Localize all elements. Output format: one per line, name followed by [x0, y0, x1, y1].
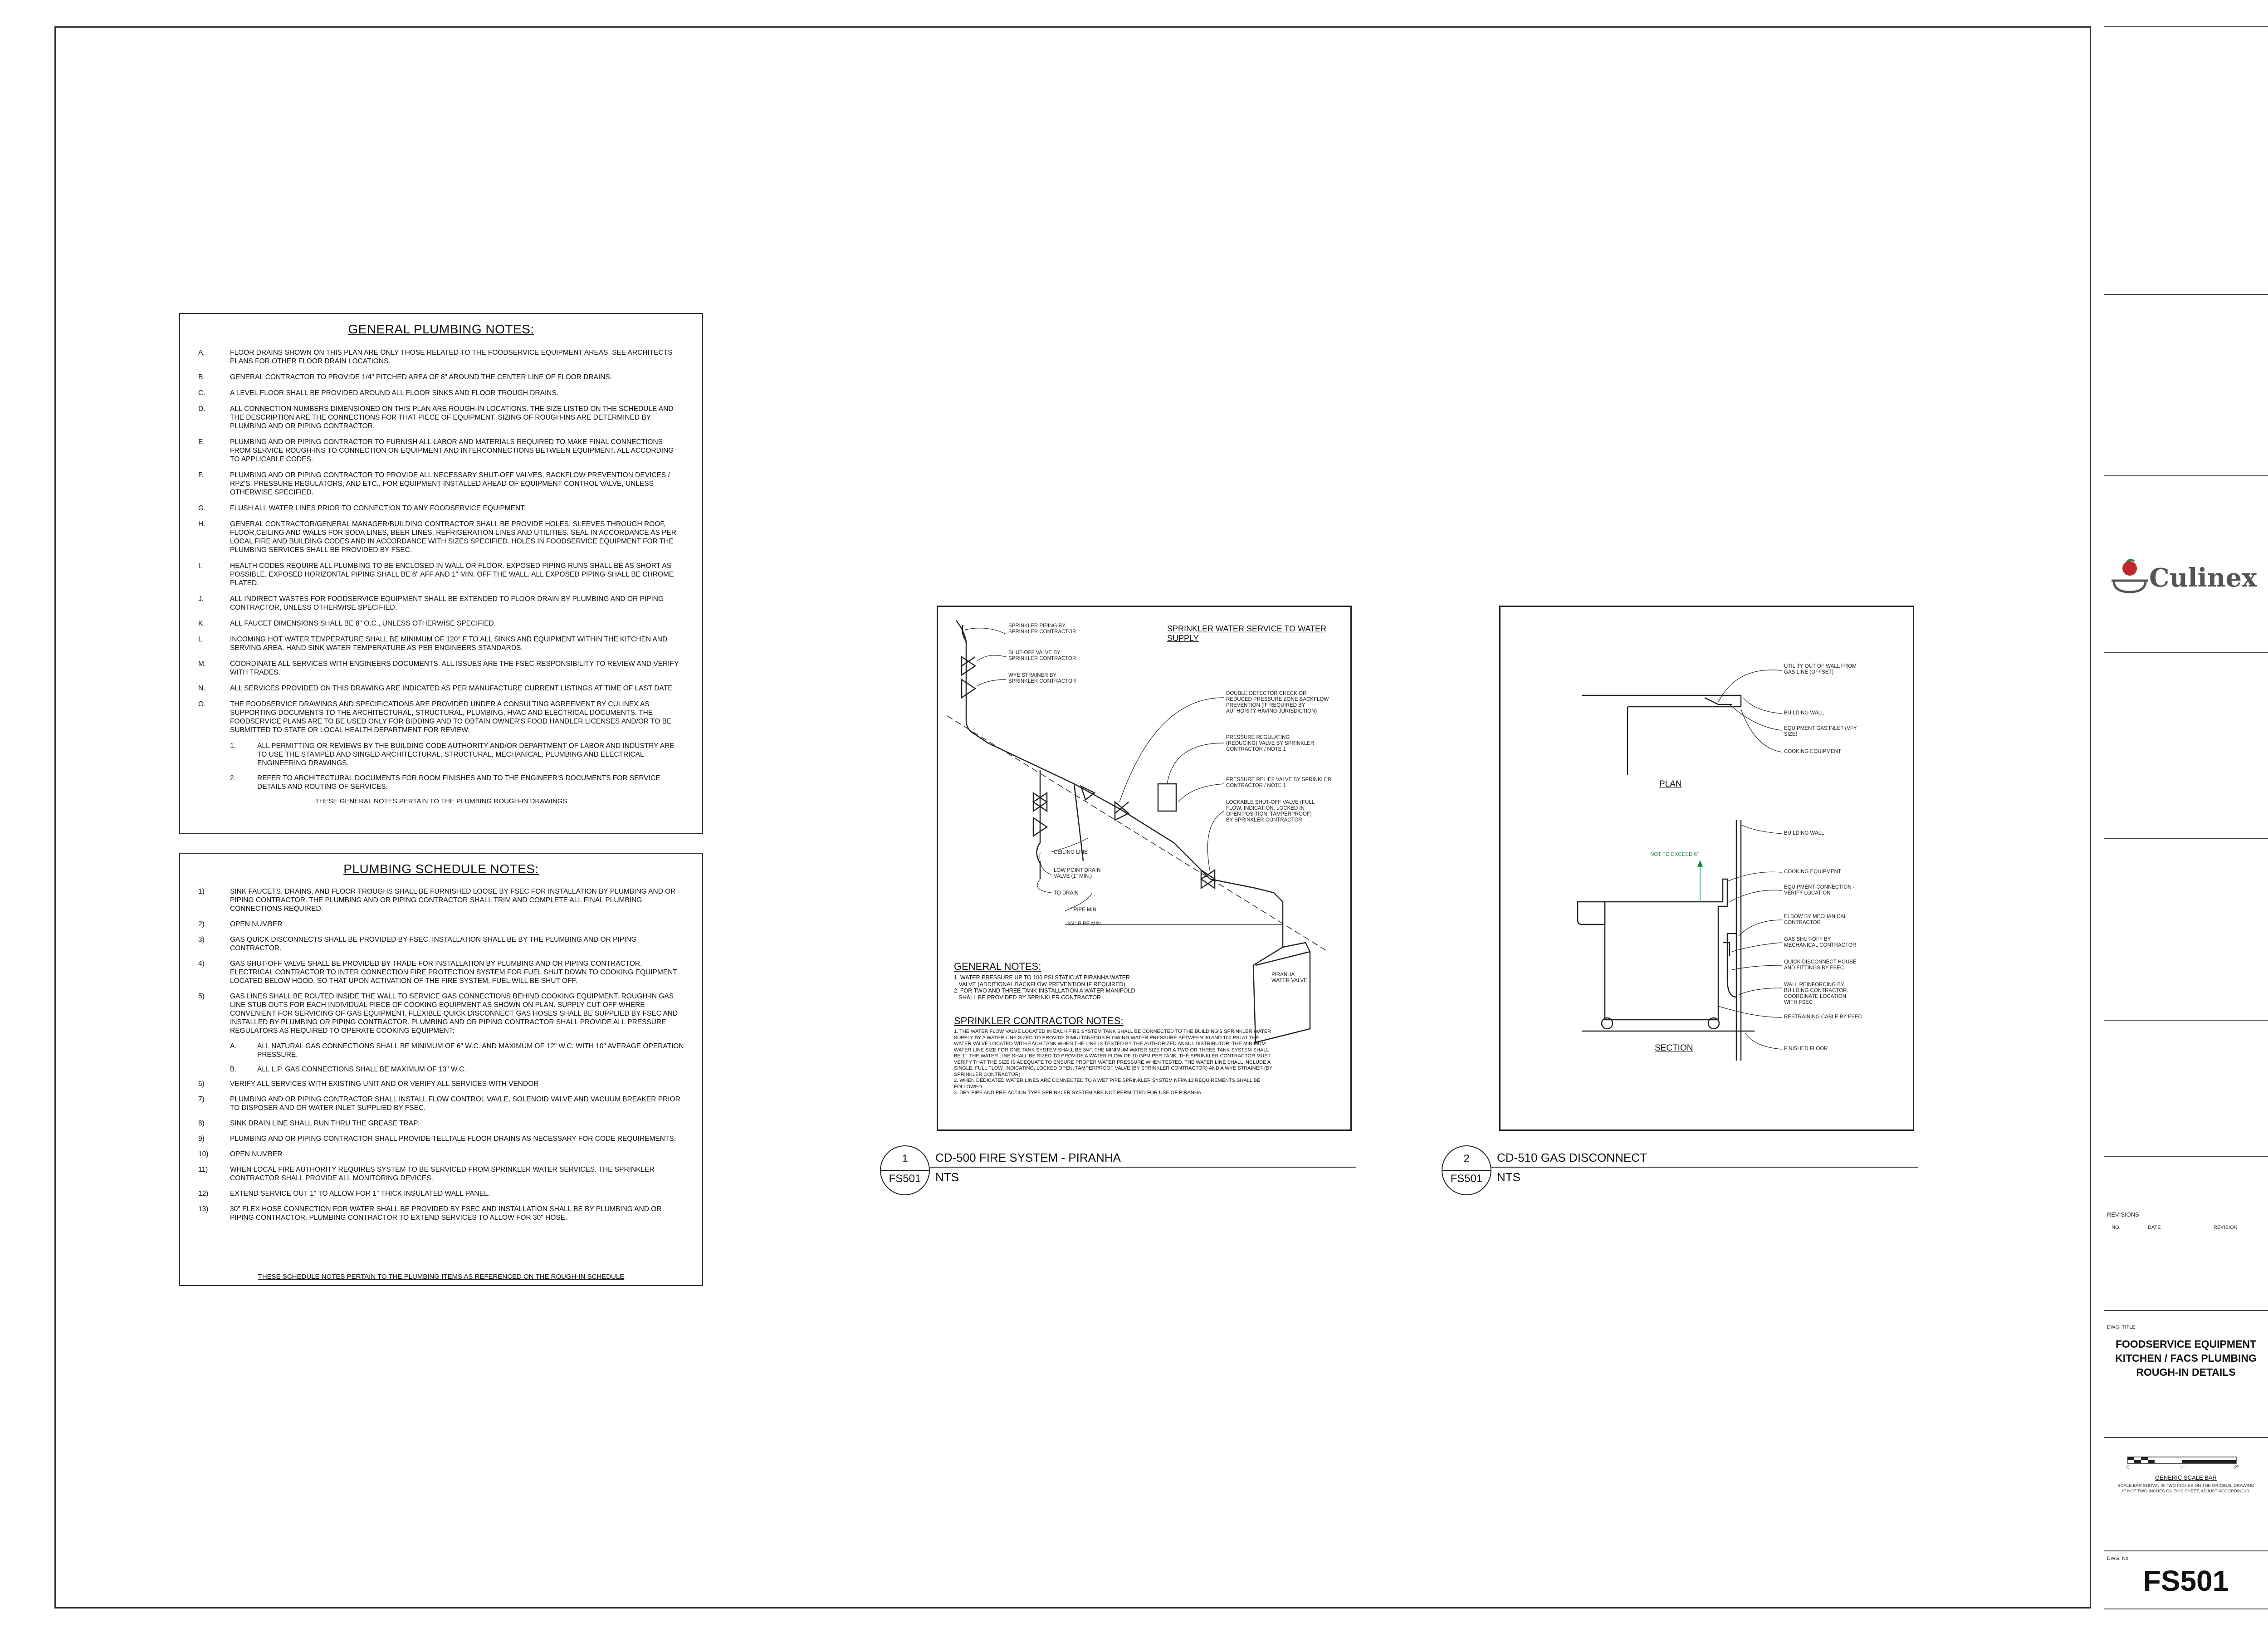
note-label: F. [198, 471, 204, 479]
note-item [198, 920, 684, 929]
note-label: 11) [198, 1166, 208, 1173]
note-label: B. [230, 1066, 237, 1073]
note-item [198, 619, 684, 628]
title-block-divider [2104, 1310, 2268, 1311]
note-label: J. [198, 595, 204, 603]
gas-disconnect-drawing [1501, 607, 1913, 1129]
label-shutoff-valve: SHUT-OFF VALVE BY SPRINKLER CONTRACTOR [1008, 650, 1076, 661]
label-lockable-valve: LOCKABLE SHUT-OFF VALVE (FULL FLOW, INDICATION, LOCKED IN OPEN POSITION, TAMPERPROOF) BY SPRINKLER CONTRACTOR [1226, 800, 1315, 823]
title-block-divider [2104, 652, 2268, 653]
note-text: EXTEND SERVICE OUT 1" TO ALLOW FOR 1" THICK INSULATED WALL PANEL. [230, 1190, 490, 1198]
note-text: ALL PERMITTING OR REVIEWS BY THE BUILDING CODE AUTHORITY AND/OR DEPARTMENT OF LABOR AND INDUSTRY ARE TO USE THE STAMPED AND SINGED ARCHITECTURAL, STRUCTURAL, MECHANICAL, PLUMBING AND ELECTRICAL ENGINEERING DRAWINGS. [257, 742, 675, 767]
detail-1-scale: NTS [935, 1170, 959, 1184]
note-text: ALL CONNECTION NUMBERS DIMENSIONED ON THIS PLAN ARE ROUGH-IN LOCATIONS. THE SIZE LISTED ON THE SCHEDULE AND THE DESCRIPTION ARE THE CONNECTIONS FOR THAT PIECE OF EQUIPMENT. SIZING OF ROUGH-INS ARE DETERMINED BY PLUMBING AND OR PIPING CONTRACTOR. [230, 405, 674, 430]
scale-tick-0: 0 [2126, 1464, 2130, 1471]
revisions-no: NO. [2112, 1225, 2121, 1230]
note-text: ALL L.P. GAS CONNECTIONS SHALL BE MAXIMUM OF 13" W.C. [257, 1066, 466, 1073]
note-text: SINK FAUCETS, DRAINS, AND FLOOR TROUGHS SHALL BE FURNISHED LOOSE BY FSEC FOR INSTALLATION BY PLUMBING AND OR PIPING CONTRACTOR. THE PLUMBING AND OR PIPING CONTRACTOR SHALL TRIM AND COMPLETE ALL FINAL PLUMBING CONNECTIONS REQUIRED. [230, 888, 676, 913]
label-restraining-cable: RESTRAINING CABLE BY FSEC [1784, 1014, 1862, 1020]
note-label: 8) [198, 1120, 205, 1127]
note-item [198, 635, 684, 652]
detail-title-rule [930, 1167, 1356, 1168]
note-text: VERIFY ALL SERVICES WITH EXISTING UNIT AND OR VERIFY ALL SERVICES WITH VENDOR [230, 1080, 539, 1088]
note-label: K. [198, 620, 205, 627]
title-block-divider [2104, 1020, 2268, 1021]
revisions-dash: - [2184, 1211, 2186, 1218]
label-wall-reinforcing: WALL REINFORCING BY BUILDING CONTRACTOR. COORDINATE LOCATION WITH FSEC [1784, 982, 1848, 1005]
label-relief-valve: PRESSURE RELIEF VALVE BY SPRINKLER CONTRACTOR / NOTE 1 [1226, 777, 1331, 788]
label-building-wall-plan: BUILDING WALL [1784, 710, 1824, 716]
note-label: A. [230, 1042, 237, 1050]
detail-bubble-2 [1442, 1145, 1491, 1195]
note-item [198, 562, 684, 587]
detail-number: 1 [902, 1153, 908, 1165]
schedule-notes-title: PLUMBING SCHEDULE NOTES: [343, 862, 539, 876]
note-text: 30" FLEX HOSE CONNECTION FOR WATER SHALL BE PROVIDED BY FSEC AND INSTALLATION SHALL BE BY PLUMBING AND OR PIPING CONTRACTOR. PLUMBING CONTRACTOR TO EXTEND SERVICES TO ALLOW FOR 30" HOSE. [230, 1205, 662, 1222]
label-elbow: ELBOW BY MECHANICAL CONTRACTOR [1784, 914, 1847, 925]
label-double-check: DOUBLE DETECTOR CHECK OR REDUCED PRESSURE ZONE BACKFLOW PREVENTION (IF REQUIRED BY AUTHORITY HAVING JURISDICTION) [1226, 691, 1329, 714]
note-text: GENERAL CONTRACTOR TO PROVIDE 1/4" PITCHED AREA OF 8" AROUND THE CENTER LINE OF FLOOR DRAINS. [230, 373, 612, 381]
note-label: 6) [198, 1080, 205, 1088]
note-text: SINK DRAIN LINE SHALL RUN THRU THE GREASE TRAP. [230, 1120, 419, 1127]
detail-sheet-ref: FS501 [889, 1173, 921, 1185]
note-label: L. [198, 636, 204, 643]
note-item [198, 595, 684, 612]
note-item [198, 935, 684, 953]
sprinkler-contractor-notes-title: SPRINKLER CONTRACTOR NOTES: [954, 1015, 1124, 1027]
note-item [198, 684, 684, 693]
note-label: M. [198, 660, 206, 668]
label-cooking-equipment-plan: COOKING EQUIPMENT [1784, 749, 1841, 754]
note-item [198, 1095, 684, 1112]
note-text: ALL INDIRECT WASTES FOR FOODSERVICE EQUIPMENT SHALL BE EXTENDED TO FLOOR DRAIN BY PLUMBING AND OR PIPING CONTRACTOR, UNLESS OTHERWISE SPECIFIED. [230, 595, 664, 611]
note-text: GAS SHUT-OFF VALVE SHALL BE PROVIDED BY TRADE FOR INSTALLATION BY PLUMBING AND OR PIPING CONTRACTOR. ELECTRICAL CONTRACTOR TO INTER CONNECTION FIRE PROTECTION SYSTEM FOR FUEL SHUT DOWN TO COOKING EQUIPMENT LOCATED BELOW HOOD, SO THAT UPON ACTIVATION OF THE FIRE SYSTEM, FUEL WILL BE SHUT OFF. [230, 960, 677, 985]
detail-2-title: CD-510 GAS DISCONNECT [1497, 1151, 1647, 1164]
detail-gas-disconnect [1499, 606, 1914, 1131]
note-label: 13) [198, 1205, 209, 1213]
detail-2-scale: NTS [1497, 1170, 1520, 1184]
note-label: 1. [230, 742, 236, 750]
culinex-logo [2109, 556, 2263, 596]
label-to-drain: TO DRAIN [1054, 890, 1079, 896]
note-label: 1) [198, 888, 205, 895]
label-sprinkler-piping: SPRINKLER PIPING BY SPRINKLER CONTRACTOR [1008, 623, 1076, 635]
logo-text: Culinex [2149, 563, 2257, 593]
note-subitem [230, 774, 684, 791]
note-label: 12) [198, 1190, 209, 1198]
general-notes-footer: THESE GENERAL NOTES PERTAIN TO THE PLUMBING ROUGH-IN DRAWINGS [315, 797, 567, 805]
note-label: O. [198, 700, 206, 708]
title-block-divider [2104, 1550, 2268, 1551]
note-text: OPEN NUMBER [230, 1150, 283, 1158]
label-1in-pipe: 1" PIPE MIN [1067, 907, 1097, 913]
note-label: 9) [198, 1135, 205, 1143]
label-quick-disconnect: QUICK DISCONNECT HOUSE AND FITTINGS BY FSEC [1784, 959, 1857, 971]
note-item [198, 959, 684, 985]
label-low-point-drain: LOW POINT DRAIN VALVE (1" MIN.) [1054, 868, 1101, 879]
note-item [198, 389, 684, 397]
note-item [198, 1080, 684, 1088]
fire-general-notes-text: 1. WATER PRESSURE UP TO 100 PSI STATIC AT PIRANHA WATER VALVE (ADDITIONAL BACKFLOW PREVENTION IF REQUIRED) 2. FOR TWO AND THREE TANK INSTALLATION A WATER MANIFOLD SHALL BE PROVIDED BY SPRINKLER CONTRACTOR [954, 974, 1135, 1001]
dwg-title [2104, 1337, 2268, 1379]
dwg-title-line: ROUGH-IN DETAILS [2136, 1366, 2236, 1378]
note-item [198, 348, 684, 366]
note-label: 2. [230, 774, 236, 782]
revisions-revision: REVISION [2214, 1225, 2238, 1230]
note-item [198, 438, 684, 464]
note-item [198, 405, 684, 430]
label-cooking-equipment-section: COOKING EQUIPMENT [1784, 869, 1841, 875]
revisions-label: REVISIONS [2107, 1211, 2139, 1218]
scale-note-line: SCALE BAR SHOWN IS TWO INCHES ON THE ORIGINAL DRAWING [2117, 1483, 2254, 1488]
note-label: C. [198, 389, 205, 397]
dwg-number: FS501 [2143, 1565, 2229, 1597]
dwg-title-line: FOODSERVICE EQUIPMENT [2115, 1338, 2257, 1350]
note-text: PLUMBING AND OR PIPING CONTRACTOR SHALL PROVIDE TELLTALE FLOOR DRAINS AS NECESSARY FOR CODE REQUIREMENTS. [230, 1135, 676, 1143]
revisions-date: DATE [2148, 1225, 2161, 1230]
sprinkler-heading: SPRINKLER WATER SERVICE TO WATER SUPPLY [1167, 624, 1327, 643]
note-item [198, 992, 684, 1035]
note-item [198, 1134, 684, 1143]
label-not-to-exceed: NOT TO EXCEED 6" [1650, 852, 1699, 857]
note-text: GAS LINES SHALL BE ROUTED INSIDE THE WALL TO SERVICE GAS CONNECTIONS BEHIND COOKING EQUIPMENT. ROUGH-IN GAS LINE STUB OUTS FOR EACH INDIVIDUAL PIECE OF COOKING EQUIPMENT AS SHOWN ON PLAN. SUPPLY CUT OFF WHERE CONVENIENT FOR SERVICING OF GAS EQUIPMENT. FLEXIBLE QUICK DISCONNECT GAS HOSES SHALL BE SUPPLIED BY FSEC AND INSTALLED BY PLUMBING OR PIPING CONTRACTOR. PLUMBING AND OR PIPING CONTRACTOR SHALL PROVIDE ALL PRESSURE REGULATORS AS REQUIRED TO OPERATE COOKING EQUIPMENT: [230, 993, 678, 1035]
scale-note-line: IF NOT TWO INCHES ON THIS SHEET, ADJUST ACCORDINGLY [2122, 1489, 2250, 1494]
note-text: THE FOODSERVICE DRAWINGS AND SPECIFICATIONS ARE PROVIDED UNDER A CONSULTING AGREEMENT BY CULINEX AS SUPPORTING DOCUMENTS TO THE ARCHITECTURAL, STRUCTURAL, PLUMBING, HVAC AND ELECTRICAL DOCUMENTS. THE FOODSERVICE PLANS ARE TO BE USED ONLY FOR BIDDING AND TO OBTAIN OWNER'S FOOD HANDLER LICENSES AND/OR TO BE SUBMITTED TO STATE OR LOCAL HEALTH DEPARTMENT FOR REVIEW. [230, 700, 672, 734]
note-label: 2) [198, 920, 205, 928]
note-label: G. [198, 504, 206, 512]
schedule-notes-footer: THESE SCHEDULE NOTES PERTAIN TO THE PLUMBING ITEMS AS REFERENCED ON THE ROUGH-IN SCHEDULE [258, 1273, 625, 1281]
note-label: 5) [198, 993, 205, 1000]
note-item [198, 471, 684, 497]
fire-general-notes-title: GENERAL NOTES: [954, 961, 1041, 972]
note-item [198, 373, 684, 381]
note-item [198, 504, 684, 513]
note-text: GAS QUICK DISCONNECTS SHALL BE PROVIDED BY FSEC. INSTALLATION SHALL BE BY THE PLUMBING AND OR PIPING CONTRACTOR. [230, 936, 637, 952]
label-equipment-connection: EQUIPMENT CONNECTION - VERIFY LOCATION [1784, 885, 1855, 896]
note-text: OPEN NUMBER [230, 920, 283, 928]
note-item [198, 520, 684, 554]
scale-tick-2: 2" [2234, 1464, 2239, 1471]
detail-fire-system [937, 606, 1352, 1131]
section-label: SECTION [1655, 1043, 1693, 1053]
note-text: WHEN LOCAL FIRE AUTHORITY REQUIRES SYSTEM TO BE SERVICED FROM SPRINKLER WATER SERVICES. THE SPRINKLER CONTRACTOR SHALL PROVIDE ALL MONITORING DEVICES. [230, 1166, 655, 1182]
note-label: 4) [198, 960, 205, 968]
dwg-title-line: KITCHEN / FACS PLUMBING [2115, 1352, 2257, 1364]
note-text: COORDINATE ALL SERVICES WITH ENGINEERS DOCUMENTS. ALL ISSUES ARE THE FSEC RESPONSIBILITY TO REVIEW AND VERIFY WITH TRADES. [230, 660, 679, 676]
note-item [198, 660, 684, 677]
label-building-wall-section: BUILDING WALL [1784, 831, 1824, 836]
note-label: 10) [198, 1150, 209, 1158]
note-label: D. [198, 405, 205, 413]
note-text: GENERAL CONTRACTOR/GENERAL MANAGER/BUILDING CONTRACTOR SHALL BE PROVIDE HOLES, SLEEVES THROUGH ROOF, FLOOR,CEILING AND WALLS FOR SODA LINES, BEER LINES, REFRIGERATION LINES AND UTILITIES. SEAL IN ACCORDANCE AS PER LOCAL FIRE AND BUILDING CODES AND IN ACCORDANCE WITH SIZES SPECIFIED. HOLES IN FOODSERVICE EQUIPMENT FOR THE PLUMBING SERVICES SHALL BE PROVIDED BY FSEC. [230, 520, 676, 554]
title-block-divider [2104, 475, 2268, 476]
note-text: FLUSH ALL WATER LINES PRIOR TO CONNECTION TO ANY FOODSERVICE EQUIPMENT. [230, 504, 526, 512]
note-text: ALL NATURAL GAS CONNECTIONS SHALL BE MINIMUM OF 6" W.C. AND MAXIMUM OF 12" W.C. WITH 10" AVERAGE OPERATION PRESSURE. [257, 1042, 684, 1059]
title-block-divider [2104, 1437, 2268, 1438]
title-block-divider [2104, 294, 2268, 295]
note-item [198, 1205, 684, 1222]
dwg-title-label: DWG. TITLE [2107, 1325, 2136, 1330]
title-block-divider [2104, 838, 2268, 839]
note-text: PLUMBING AND OR PIPING CONTRACTOR TO PROVIDE ALL NECESSARY SHUT-OFF VALVES, BACKFLOW PREVENTION DEVICES / RPZ'S, PRESSURE REGULATORS, AND ETC., FOR EQUIPMENT INSTALLED AHEAD OF EQUIPMENT CONTROL VALVE, UNLESS OTHERWISE SPECIFIED. [230, 471, 670, 496]
sprinkler-contractor-notes-text: 1. THE WATER FLOW VALVE LOCATED IN EACH FIRE SYSTEM TANK SHALL BE CONNECTED TO THE BUILDING'S SPRINKLER WATER SUPPLY BY A WATER LINE SIZED TO PROVIDE SIMULTANEOUS FLOWING WATER PRESSURE BETWEEN 30 AND 100 PSI AT THE WATER VALVE LOCATED WITH EACH TANK WHEN THE LINE IS TESTED BY THE AUTHORIZED ANSUL DISTRIBUTOR. THE MINIMUM WATER LINE SIZE FOR ONE TANK SYSTEM SHALL BE 3/4". THE MINIMUM WATER SIZE FOR A TWO OR THREE TANK SYSTEM SHALL BE 1". THE WATER LINE SHALL BE SIZED TO PROVIDE A WATER FLOW OF 10 GPM PER TANK. THE SPRINKLER CONTRACTOR MUST VERIFY THAT THE SIZE IS ADEQUATE TO ENSURE PROPER WATER PRESSURE WHEN TESTED. THE WATER LINE SHALL INCLUDE A SINGLE, FULL FLOW, INDICATING, LOCKED OPEN, TAMPERPROOF VALVE (BY SPRINKLER CONTRACTOR) AND A WYE STRAINER (BY SPRINKLER CONTRACTOR). 2. WHEN DEDICATED WATER LINES ARE CONNECTED TO A WET PIPE SPRINKLER SYSTEM NFPA 13 REQUIREMENTS SHALL BE FOLLOWED 3. DRY PIPE AND PRE-ACTION TYPE SPRINKLER SYSTEM ARE NOT PERMITTED FOR USE OF PIRANHA. [954, 1029, 1273, 1095]
note-text: PLUMBING AND OR PIPING CONTRACTOR SHALL INSTALL FLOW CONTROL VAVLE, SOLENOID VALVE AND VACUUM BREAKER PRIOR TO DISPOSER AND OR WATER INLET SUPPLIED BY FSEC. [230, 1095, 680, 1112]
label-pressure-regulating: PRESSURE REGULATING (REDUCING) VALVE BY SPRINKLER CONTRACTOR / NOTE 1 [1226, 735, 1315, 752]
plumbing-schedule-notes [179, 853, 703, 1286]
label-piranha-valve: PIRANHA WATER VALVE [1271, 972, 1307, 983]
label-gas-inlet: EQUIPMENT GAS INLET (VFY SIZE) [1784, 726, 1857, 737]
dwg-no-label: DWG. No. [2107, 1556, 2130, 1561]
scale-bar-title: GENERIC SCALE BAR [2155, 1474, 2217, 1481]
scale-bar-graphic [2127, 1456, 2245, 1470]
detail-sheet-ref: FS501 [1450, 1173, 1483, 1185]
general-notes-list [180, 348, 702, 791]
plan-label: PLAN [1659, 779, 1682, 789]
note-item [198, 1189, 684, 1198]
note-text: ALL SERVICES PROVIDED ON THIS DRAWING ARE INDICATED AS PER MANUFACTURE CURRENT LISTINGS AT TIME OF LAST DATE [230, 684, 673, 692]
note-label: 7) [198, 1095, 205, 1103]
detail-bubble-1 [880, 1145, 930, 1195]
note-subitem [230, 1042, 684, 1059]
note-subitem [230, 1065, 684, 1074]
note-item [198, 1150, 684, 1159]
logo-icon [2109, 556, 2150, 596]
note-text: REFER TO ARCHITECTURAL DOCUMENTS FOR ROOM FINISHES AND TO THE ENGINEER'S DOCUMENTS FOR SERVICE DETAILS AND ROUTING OF SERVICES. [257, 774, 660, 791]
scale-tick-1: 1" [2180, 1464, 2185, 1471]
note-label: A. [198, 349, 205, 357]
detail-number: 2 [1463, 1153, 1470, 1165]
label-ceiling-line: CEILING LINE [1054, 850, 1088, 855]
label-wye-strainer: WYE STRAINER BY SPRINKLER CONTRACTOR [1008, 673, 1076, 684]
note-item [198, 1165, 684, 1183]
scale-bar-note [2104, 1483, 2268, 1494]
note-text: PLUMBING AND OR PIPING CONTRACTOR TO FURNISH ALL LABOR AND MATERIALS REQUIRED TO MAKE FINAL CONNECTIONS FROM SERVICE ROUGH-INS TO CONNECTION ON EQUIPMENT AND INTERCONNECTIONS BETWEEN EQUIPMENT. ALL ACCORDING TO APPLICABLE CODES. [230, 438, 674, 463]
title-block-divider [2104, 26, 2268, 27]
note-label: E. [198, 438, 205, 446]
note-text: A LEVEL FLOOR SHALL BE PROVIDED AROUND ALL FLOOR SINKS AND FLOOR TROUGH DRAINS. [230, 389, 559, 397]
label-finished-floor: FINISHED FLOOR [1784, 1046, 1828, 1051]
detail-title-rule [1491, 1167, 1918, 1168]
note-text: FLOOR DRAINS SHOWN ON THIS PLAN ARE ONLY THOSE RELATED TO THE FOODSERVICE EQUIPMENT AREAS. SEE ARCHITECTS PLANS FOR OTHER FLOOR DRAIN LOCATIONS. [230, 349, 673, 365]
note-label: 3) [198, 936, 205, 944]
schedule-notes-list [180, 887, 702, 1222]
general-plumbing-notes [179, 313, 703, 834]
note-label: I. [198, 562, 202, 570]
note-subitem [230, 742, 684, 768]
title-block-divider [2104, 1156, 2268, 1157]
note-label: H. [198, 520, 205, 528]
label-34in-pipe: 3/4" PIPE MIN [1067, 921, 1101, 927]
note-item [198, 700, 684, 734]
note-text: HEALTH CODES REQUIRE ALL PLUMBING TO BE ENCLOSED IN WALL OR FLOOR. EXPOSED PIPING RUNS SHALL BE AS SHORT AS POSSIBLE. EXPOSED HORIZONTAL PIPING SHALL BE 6" AFF AND 1" MIN. OFF THE WALL. ALL EXPOSED PIPING SHALL BE CHROME PLATED. [230, 562, 674, 587]
note-item [198, 1119, 684, 1128]
label-gas-shutoff: GAS SHUT-OFF BY MECHANICAL CONTRACTOR [1784, 937, 1857, 948]
note-label: N. [198, 684, 205, 692]
general-notes-title: GENERAL PLUMBING NOTES: [348, 322, 534, 336]
note-text: ALL FAUCET DIMENSIONS SHALL BE 8" O.C., UNLESS OTHERWISE SPECIFIED. [230, 620, 496, 627]
label-utility-out: UTILITY OUT OF WALL FROM GAS LINE (OFFSET) [1784, 664, 1857, 675]
note-label: B. [198, 373, 205, 381]
note-text: INCOMING HOT WATER TEMPERATURE SHALL BE MINIMUM OF 120° F TO ALL SINKS AND EQUIPMENT WITHIN THE KITCHEN AND SERVING AREA. HAND SINK WATER TEMPERATURE AS PER ENGINEERS STANDARDS. [230, 636, 668, 652]
detail-1-title: CD-500 FIRE SYSTEM - PIRANHA [935, 1151, 1121, 1164]
note-item [198, 887, 684, 913]
